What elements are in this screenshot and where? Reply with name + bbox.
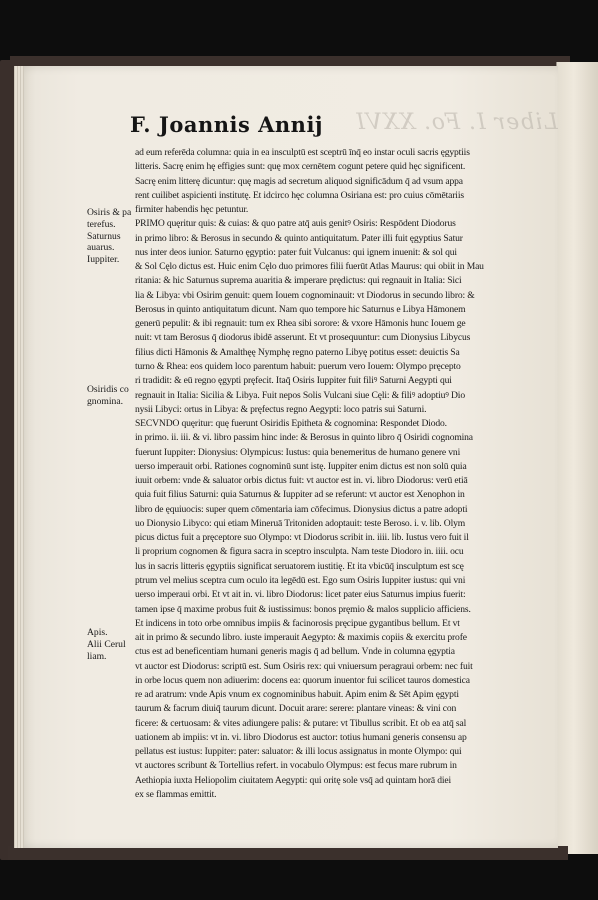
text-line: uerso imperauit orbi. Rationes cognominū sunt istę. Iuppiter enim dictus est non solū quia <box>135 460 467 472</box>
running-head: F. Joannis Annij <box>130 112 324 137</box>
text-line: nus inter deos iunior. Saturno ęgyptio: pater fuit Vulcanus: qui ignem inuenit: & sol qui <box>135 246 457 258</box>
text-line: firmiter habendis hęc petuntur. <box>135 204 249 216</box>
body-text <box>135 146 527 802</box>
text-line: nuit: vt tam Berosus q̄ diodorus ibidē asserunt. Et vt prosequuntur: cum Dionysius Libycus <box>135 332 471 344</box>
text-line: ex se flammas emittit. <box>135 788 217 800</box>
text-line: tamen ipse q̄ maxime probus fuit & iustissimus: bonos pręmio & malos supplicio afficiens. <box>135 603 471 615</box>
text-line: ptrum vel melius sceptra cum oculo ita legēdū est. Ego sum Osiris Iuppiter iustus: qui vni <box>135 574 466 586</box>
text-line: regnauit in Italia: Sicilia & Libya. Fuit nepos Solis Vulcani siue Cęli: & filiꝰ adoptiuꝰ Dio <box>135 389 465 401</box>
show-through-heading: Liber I. Fo. XXVI <box>355 110 558 135</box>
text-line: litteris. Sacrę enim hę effigies sunt: quę mox cernētem cogunt petere quid hęc significent. <box>135 161 466 173</box>
text-line: fuerunt Iuppiter: Dionysius: Olympicus: Iustus: quia benemeritus de humano genere vni <box>135 446 461 458</box>
text-line: rent cuilibet aspicienti institutę. Et idcirco hęc columna Osiriana est: pro cuius cōmētariis <box>135 189 464 201</box>
text-line: picus dictus fuit a pręceptore suo Olympo: vt Diodorus scribit in. iiii. lib. Iustus vero fuit il <box>135 532 469 544</box>
text-line: quia fuit filius Saturni: quia Saturnus & Iuppiter ad se referunt: vt auctor est Xenophon in <box>135 489 465 501</box>
text-line: uerso imperaui orbi. Et vt ait in. vi. libro Diodorus: licet pater eius Saturnus impius fuerit: <box>135 589 466 601</box>
text-line: & Sol Cęlo dictus est. Huic enim Cęlo duo primores filii fuerūt Atlas Maurus: qui obiit in Mau <box>135 261 484 273</box>
margin-note-line: liam. <box>87 650 107 662</box>
text-line: Sacrę enim litterę dicuntur: quę magis ad secretum aliquod significādum q̄ ad vsum appa <box>135 175 463 187</box>
text-line: generū pepulit: & ibi regnauit: tum ex Rhea sibi sorore: & vxore Hāmonis hunc Iouem ge <box>135 318 466 330</box>
margin-note-line: Saturnus <box>87 230 121 242</box>
text-line: iuuit orbem: vnde & saluator orbis dictus fuit: vt auctor est in. vi. libro Diodorus: verū etiā <box>135 475 468 487</box>
margin-note-line: Apis. <box>87 627 108 638</box>
margin-note-line: auarus. <box>87 242 115 254</box>
margin-note-line: Iuppiter. <box>87 254 120 266</box>
book-page <box>14 66 558 848</box>
text-line: nysii Libyci: ortus in Libya: & pręfectus regno Aegypti: loco patris sui Saturni. <box>135 403 427 415</box>
text-line: uationem ab impiis: vt in. vi. libro Diodorus est auctor: totius humani generis consensu ap <box>135 731 467 743</box>
margin-note-line: Alii Cerul <box>87 638 126 650</box>
text-line: taurum & facrum diuiq̄ taurum dicunt. Docuit arare: serere: plantare vineas: & vini con <box>135 703 457 715</box>
text-line: vt auctor est Diodorus: scriptū est. Sum Osiris rex: qui vniuersum peragraui orbem: nec fuit <box>135 660 473 672</box>
text-line: Et indicens in toto orbe omnibus impiis & facinorosis pręcipue gygantibus bellum. Et vt <box>135 617 460 629</box>
text-line: ad eum referēda columna: quia in ea insculptū est sceptrū īnq̄ eo instar oculi sacris ęgyptiis <box>135 147 470 158</box>
text-line: ritania: & hic Saturnus suprema auaritia & imperare prędictus: qui regnauit in Italia: Sici <box>135 275 462 287</box>
text-line: in primo. ii. iii. & vi. libro passim hinc inde: & Berosus in quinto libro q̄ Osiridi cognomina <box>135 432 473 444</box>
text-line: ri tradidit: & eū regno ęgypti pręfecit. Itaq̄ Osiris Iuppiter fuit filiꝰ Saturni Aegypti qui <box>135 375 452 387</box>
text-line: SECVNDO quęritur: quę fuerunt Osiridis Epitheta & cognomina: Respondet Diodo. <box>135 418 447 430</box>
book-cover-top <box>10 56 570 66</box>
text-line: in primo libro: & Berosus in secundo & quinto antiquitatum. Pater illi fuit ęgyptius Satur <box>135 232 463 244</box>
text-line: Berosus in quinto antiquitatum dicunt. Nam quo tempore hic Saturnus e Libya Hāmonem <box>135 303 466 315</box>
margin-note-line: gnomina. <box>87 395 123 407</box>
text-line: uo Dionysio Libyco: qui etiam Mineruā Tritoniden adoptauit: teste Beroso. i. v. lib. Olym <box>135 517 466 529</box>
text-line: lus in sacris litteris ęgyptiis significat seruatorem iustitię. Et ita vbicūq̄ insculptum est scę <box>135 560 464 572</box>
book-cover-bottom <box>8 846 568 860</box>
text-line: PRIMO quęritur quis: & cuias: & quo patre atq̄ auis genitꝰ Osiris: Respōdent Diodorus <box>135 218 456 230</box>
text-line: pellatus est iustus: Iuppiter: pater: saluator: & illi locus assignatus in monte Olympo: qui <box>135 746 462 758</box>
text-line: vt auctores scribunt & Tortellius refert. in vocabulo Olympus: est fecus mare rubrum in <box>135 760 457 772</box>
page-stack-edge <box>14 66 24 848</box>
facing-page-edge <box>556 62 598 854</box>
text-line: Aethiopia iuxta Heliopolim ciuitatem Aegypti: qui oritę sole vsq̄ ad quintam horā diei <box>135 774 452 786</box>
text-line: ctus est ad beneficentiam humani generis magis q̄ ad bellum. Vnde in columna ęgyptia <box>135 646 455 658</box>
text-line: ficere: & certuosam: & vites adiungere palis: & putare: vt Tibullus scribit. Et ob ea atq̄ sal <box>135 717 467 729</box>
margin-note-line: Osiridis co <box>87 384 129 395</box>
text-line: ait in primo & secundo libro. iuste imperauit Aegypto: & maximis copiis & exercitu profe <box>135 632 467 644</box>
margin-note-line: terefus. <box>87 218 116 230</box>
text-line: li proprium cognomen & figura sacra in sceptro insculpta. Nam teste Diodoro in. iiii. ocu <box>135 546 464 558</box>
text-line: re ad aratrum: vnde Apis vnum ex cognominibus habuit. Apim enim & Sēt Apim ęgypti <box>135 689 459 701</box>
margin-note-line: Osiris & pa <box>87 207 132 218</box>
text-line: in orbe locus quem non adiuerim: docens ea: quorum inuentor fui scilicet tauros domestica <box>135 674 470 686</box>
text-line: turno & Rhea: eos quidem loco parentum habuit: puerum vero Iouem: Olympo pręcepto <box>135 360 461 372</box>
text-line: lia & Libya: vbi Osirim genuit: quem Iouem cognominauit: vt Diodorus in secundo libro: & <box>135 289 475 301</box>
text-line: libro de ęquiuocis: super quem cōmentaria iam cōfecimus. Dionysius dictus a patre adopti <box>135 503 468 515</box>
text-line: filius dicti Hāmonis & Amalthęę Nymphę regno paterno Libyę potitus esset: deuictis Sa <box>135 346 460 358</box>
